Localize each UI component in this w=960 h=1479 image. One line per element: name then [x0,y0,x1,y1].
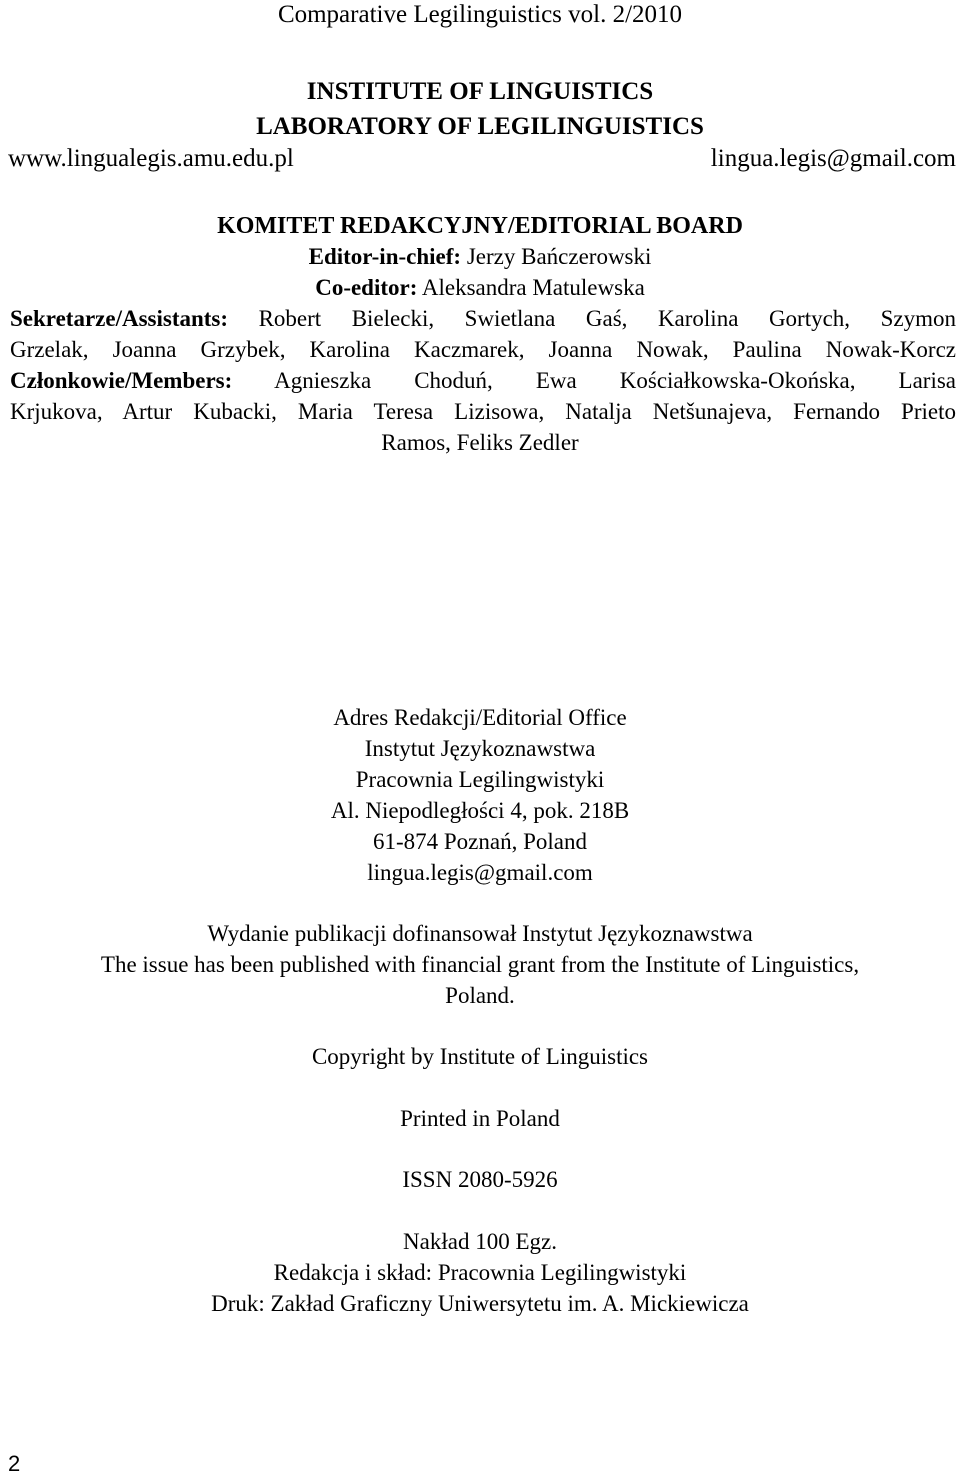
page-number: 2 [8,1451,21,1476]
copyright: Copyright by Institute of Linguistics [311,1044,649,1069]
members-line-2: Krjukova, Artur Kubacki, Maria Teresa Lizisowa, Natalja Netšunajeva, Fernando Prieto [10,399,956,424]
funding-en-2: Poland. [445,983,515,1008]
journal-title: Comparative Legilinguistics vol. 2/2010 [277,1,683,28]
funding-en-1: The issue has been published with financial grant from the Institute of Linguistics, [100,952,860,977]
members-label: Członkowie/Members: [10,368,233,393]
office-lab: Pracownia Legilingwistyki [355,767,605,792]
chief-label: Editor-in-chief: [308,244,462,269]
assistants-line-1 [10,304,956,334]
coeditor-label: Co-editor: [315,275,418,300]
assistants-names-1: Robert Bielecki, Swietlana Gaś, Karolina Gortych, Szymon [228,306,956,331]
office-city: 61-874 Poznań, Poland [372,829,587,854]
issn: ISSN 2080-5926 [402,1167,558,1192]
editing-typesetting: Redakcja i skład: Pracownia Legilingwistyki [273,1260,687,1285]
coeditor-name: Aleksandra Matulewska [417,275,645,300]
office-street: Al. Niepodległości 4, pok. 218B [330,798,630,823]
funding-pl: Wydanie publikacji dofinansował Instytut Językoznawstwa [207,921,753,946]
institute-heading: INSTITUTE OF LINGUISTICS [306,78,654,105]
office-email-link[interactable]: lingua.legis@gmail.com [367,860,593,885]
print-run: Nakład 100 Egz. [403,1229,557,1254]
members-line-3: Ramos, Feliks Zedler [381,430,579,455]
office-institute: Instytut Językoznawstwa [364,736,596,761]
assistants-label: Sekretarze/Assistants: [10,306,229,331]
coeditor-line [0,273,960,303]
header-email-link[interactable]: lingua.legis@gmail.com [710,145,956,172]
assistants-line-2: Grzelak, Joanna Grzybek, Karolina Kaczmarek, Joanna Nowak, Paulina Nowak-Korcz [10,337,956,362]
chief-name: Jerzy Bańczerowski [461,244,652,269]
office-title: Adres Redakcji/Editorial Office [333,705,627,730]
printing-house: Druk: Zakład Graficzny Uniwersytetu im. A. Mickiewicza [211,1291,749,1316]
chief-line [0,242,960,272]
members-line-1 [10,366,956,396]
website-link[interactable]: www.lingualegis.amu.edu.pl [8,145,294,172]
laboratory-heading: LABORATORY OF LEGILINGUISTICS [256,113,704,140]
printed-in: Printed in Poland [400,1106,560,1131]
members-names-1: Agnieszka Choduń, Ewa Kościałkowska-Okońska, Larisa [232,368,956,393]
board-heading: KOMITET REDAKCYJNY/EDITORIAL BOARD [217,213,743,239]
